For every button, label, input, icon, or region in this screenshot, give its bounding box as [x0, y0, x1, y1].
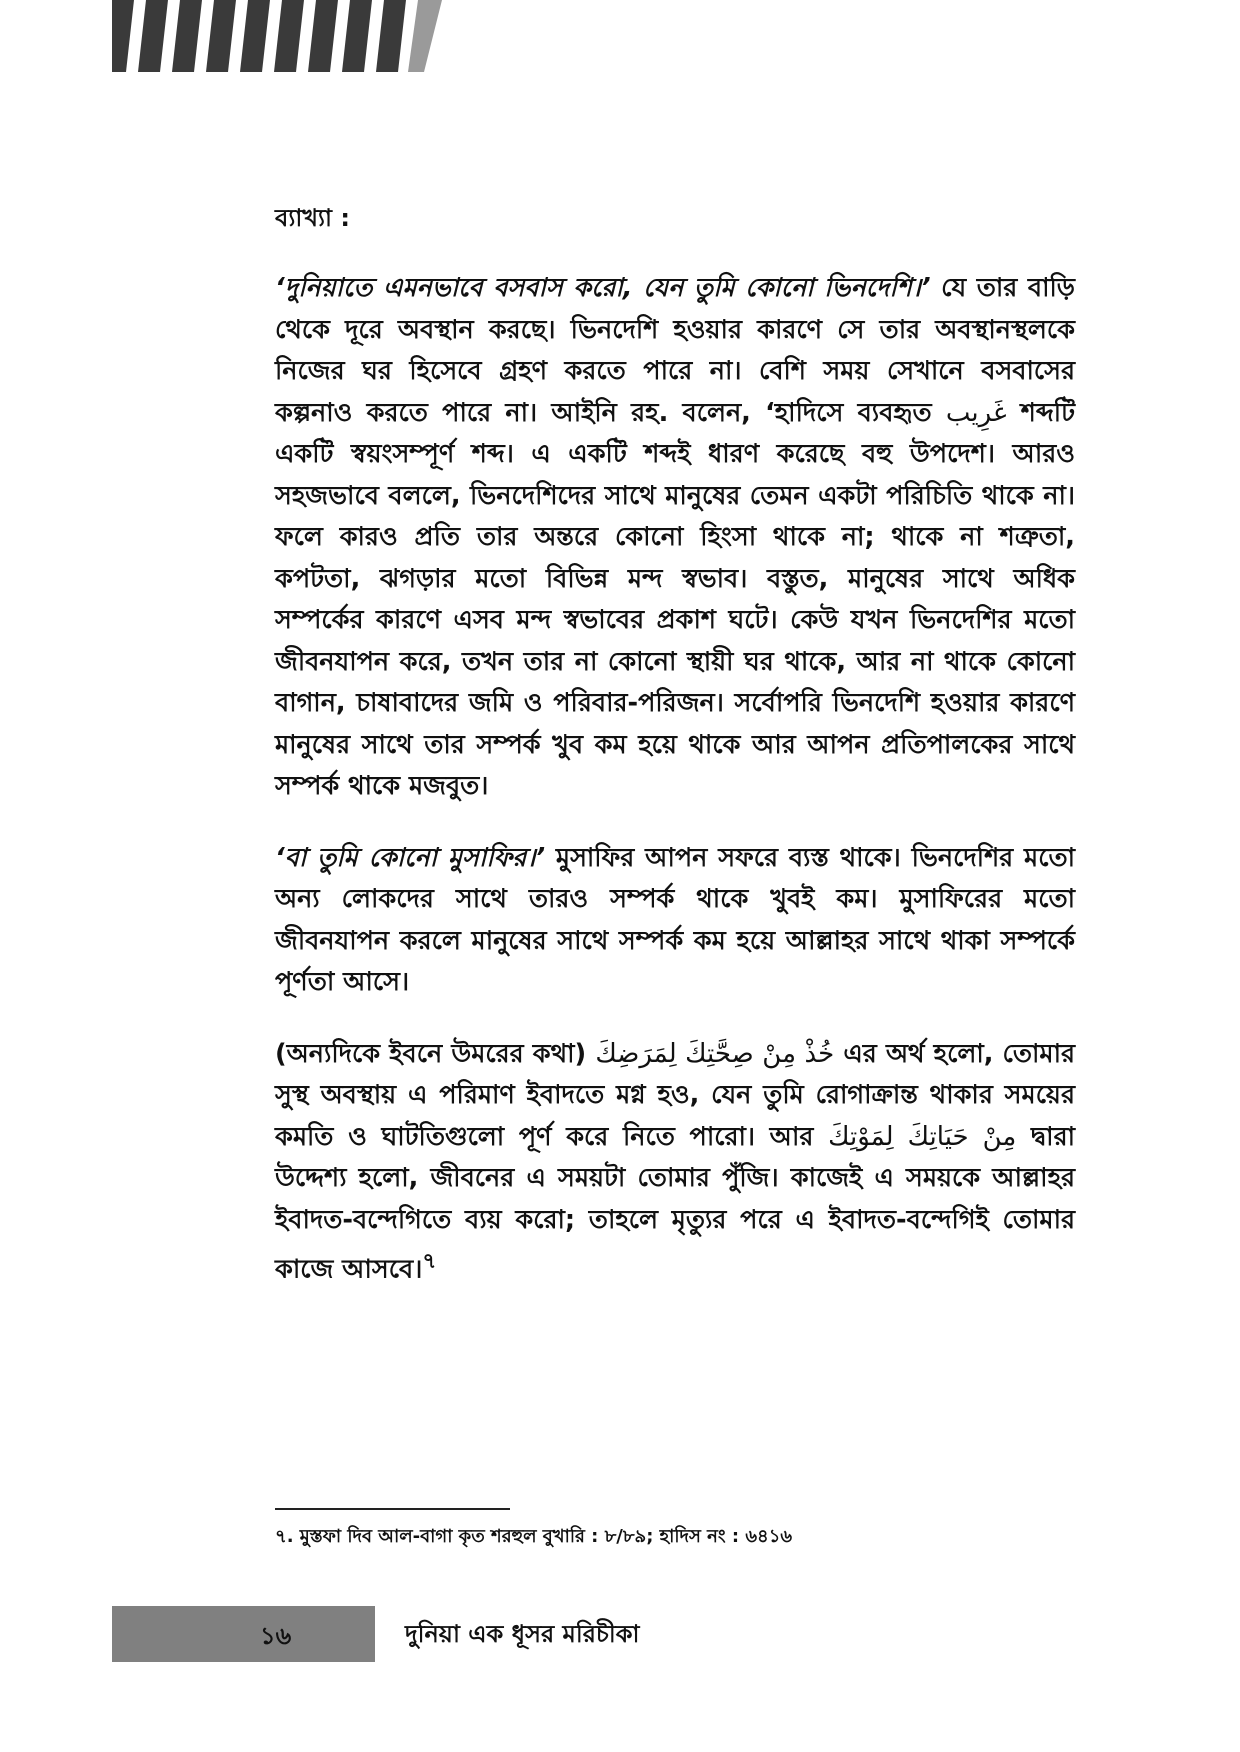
paragraph-text: শব্দটি একটি স্বয়ংসম্পূর্ণ শব্দ। এ একটি শব্দই ধারণ করেছে বহু উপদেশ। আরও সহজভাবে বললে, ভিনদেশিদের সাথে মানুষের তেমন একটা পরিচিতি থাকে না। ফলে কারও প্রতি তার অন্তরে কোনো হিংসা থাকে না; থাকে না শত্রুতা, কপটতা, ঝগড়ার মতো বিভিন্ন মন্দ স্বভাব। বস্তুত, মানুষের সাথে অধিক সম্পর্কের কারণে এসব মন্দ স্বভাবের প্রকাশ ঘটে। কেউ যখন ভিনদেশির মতো জীবনযাপন করে, তখন তার না কোনো স্থায়ী ঘর থাকে, আর না থাকে কোনো বাগান, চাষাবাদের জমি ও পরিবার-পরিজন। সর্বোপরি ভিনদেশি হওয়ার কারণে মানুষের সাথে তার সম্পর্ক খুব কম হয়ে থাকে আর আপন প্রতিপালকের সাথে সম্পর্ক থাকে মজবুত।	[275, 397, 1075, 801]
book-title: দুনিয়া এক ধূসর মরিচীকা	[405, 1620, 640, 1648]
stripe	[206, 0, 236, 72]
paragraph-1	[275, 268, 1075, 808]
paragraph-text: দ্বারা উদ্দেশ্য হলো, জীবনের এ সময়টা তোমার পুঁজি। কাজেই এ সময়কে আল্লাহর ইবাদত-বন্দেগিতে ব্যয় করো; তাহলে মৃত্যুর পরে এ ইবাদত-বন্দেগিই তোমার কাজে আসবে।	[275, 1121, 1075, 1285]
paragraph-text: মুসাফির আপন সফরে ব্যস্ত থাকে। ভিনদেশির মতো অন্য লোকদের সাথে তারও সম্পর্ক থাকে খুবই কম। মুসাফিরের মতো জীবনযাপন করলে মানুষের সাথে সম্পর্ক কম হয়ে আল্লাহর সাথে থাকা সম্পর্কে পূর্ণতা আসে।	[275, 842, 1075, 997]
stripe-light	[408, 0, 442, 72]
hadith-quote: ‘দুনিয়াতে এমনভাবে বসবাস করো, যেন তুমি কোনো ভিনদেশি।’	[275, 273, 931, 303]
stripe	[172, 0, 202, 72]
stripe	[376, 0, 406, 72]
stripe	[342, 0, 372, 72]
stripe	[138, 0, 168, 72]
footer-band	[112, 1606, 375, 1662]
stripe	[240, 0, 270, 72]
footnote: ৭. মুস্তফা দিব আল-বাগা কৃত শরহুল বুখারি : ৮/৮৯; হাদিস নং : ৬৪১৬	[275, 1526, 793, 1547]
arabic-phrase: خُذْ مِنْ صِحَّتِكَ لِمَرَضِكَ	[595, 1038, 835, 1069]
hadith-quote: ‘বা তুমি কোনো মুসাফির।’	[275, 842, 546, 873]
footnote-marker: ৭	[422, 1249, 437, 1274]
section-heading: ব্যাখ্যা :	[275, 204, 350, 232]
arabic-phrase: مِنْ حَيَاتِكَ لِمَوْتِكَ	[828, 1121, 1017, 1152]
footnote-divider	[275, 1508, 510, 1510]
paragraph-2	[275, 838, 1075, 1004]
arabic-word: غَرِيب	[945, 397, 1007, 428]
decorative-stripes	[112, 0, 442, 72]
paragraph-text: যে তার বাড়ি থেকে দূরে অবস্থান করছে। ভিনদেশি হওয়ার কারণে সে তার অবস্থানস্থলকে নিজের ঘর হিসেবে গ্রহণ করতে পারে না। বেশি সময় সেখানে বসবাসের কল্পনাও করতে পারে না। আইনি রহ. বলেন, ‘হাদিসে ব্যবহৃত	[275, 273, 1075, 428]
stripe	[308, 0, 338, 72]
page-number: ১৬	[260, 1622, 292, 1650]
stripe	[274, 0, 304, 72]
paragraph-3	[275, 1034, 1075, 1292]
page-body	[275, 200, 1075, 1321]
paragraph-text: (অন্যদিকে ইবনে উমরের কথা)	[275, 1038, 596, 1069]
paragraph-text: এর অর্থ হলো, তোমার সুস্থ অবস্থায় এ পরিমাণ ইবাদতে মগ্ন হও, যেন তুমি রোগাক্রান্ত থাকার সময়ের কমতি ও ঘাটতিগুলো পূর্ণ করে নিতে পারো। আর	[275, 1038, 1075, 1152]
stripe	[112, 0, 134, 72]
